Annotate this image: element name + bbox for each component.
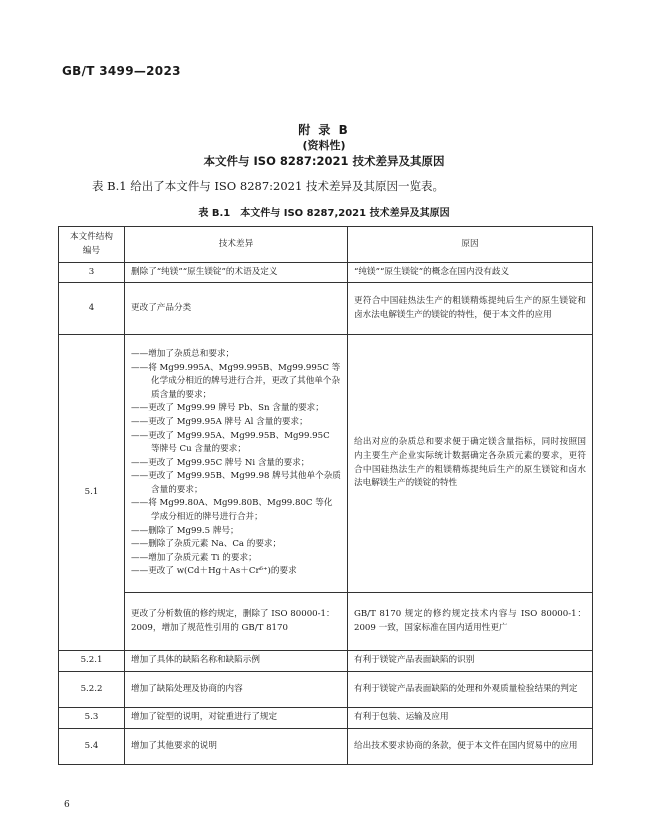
list-item: ——更改了 Mg99.95B、Mg99.98 牌号其他单个杂质含量的要求； (131, 471, 341, 495)
standard-code: GB/T 3499—2023 (62, 64, 181, 78)
difference-list (131, 348, 341, 579)
difference-cell: 更改了产品分类 (125, 283, 348, 335)
reason-cell: “纯镁”“原生镁锭”的概念在国内没有歧义 (348, 263, 593, 283)
reason-cell: 有利于包装、运输及应用 (348, 708, 593, 729)
list-item: ——更改了 w(Cd＋Hg＋As＋Cr⁶⁺)的要求 (131, 566, 297, 577)
table-header-row (59, 227, 593, 263)
table-row (59, 593, 593, 651)
table-row (59, 651, 593, 672)
intro-paragraph: 表 B.1 给出了本文件与 ISO 8287:2021 技术差异及其原因一览表。 (92, 179, 444, 193)
difference-cell: 更改了分析数值的修约规定，删除了 ISO 80000-1：2009，增加了规范性引用的 GB/T 8170 (125, 593, 348, 651)
table-row (59, 708, 593, 729)
clause-cell: 4 (59, 283, 125, 335)
reason-cell: GB/T 8170 规定的修约规定技术内容与 ISO 80000-1：2009 一致，国家标准在国内适用性更广 (348, 593, 593, 651)
clause-cell: 5.2.2 (59, 672, 125, 708)
annex-type: (资料性) (302, 139, 346, 152)
differences-table (58, 226, 593, 765)
page-number: 6 (64, 800, 70, 810)
difference-cell (125, 335, 348, 593)
reason-cell: 更符合中国硅热法生产的粗镁精炼提纯后生产的原生镁锭和卤水法电解镁生产的镁锭的特性，便于本文件的应用 (348, 283, 593, 335)
list-item: ——更改了 Mg99.95A、Mg99.95B、Mg99.95C 等牌号 Cu 含量的要求； (131, 430, 330, 455)
list-item: ——更改了 Mg99.99 牌号 Pb、Sn 含量的要求； (131, 403, 324, 414)
clause-cell: 5.3 (59, 708, 125, 729)
table-row (59, 263, 593, 283)
difference-cell: 增加了具体的缺陷名称和缺陷示例 (125, 651, 348, 672)
list-item: ——更改了 Mg99.95C 牌号 Ni 含量的要求； (131, 457, 310, 468)
difference-cell: 删除了“纯镁”“原生镁锭”的术语及定义 (125, 263, 348, 283)
table-row (59, 729, 593, 765)
table-title: 表 B.1 本文件与 ISO 8287,2021 技术差异及其原因 (198, 208, 450, 219)
clause-cell: 5.2.1 (59, 651, 125, 672)
list-item: ——增加了杂质元素 Ti 的要求； (131, 552, 257, 563)
header-difference: 技术差异 (125, 227, 348, 263)
list-item: ——增加了杂质总和要求； (131, 348, 235, 359)
difference-cell: 增加了锭型的说明，对锭重进行了规定 (125, 708, 348, 729)
table-row (59, 672, 593, 708)
table-row (59, 335, 593, 593)
clause-cell: 3 (59, 263, 125, 283)
reason-cell: 给出技术要求协商的条款，便于本文件在国内贸易中的应用 (348, 729, 593, 765)
list-item: ——更改了 Mg99.95A 牌号 Al 含量的要求； (131, 416, 308, 427)
reason-cell: 有利于镁锭产品表面缺陷的识别 (348, 651, 593, 672)
annex-title: 附 录 B (298, 123, 350, 137)
reason-cell: 有利于镁锭产品表面缺陷的处理和外观质量检验结果的判定 (348, 672, 593, 708)
annex-heading: 本文件与 ISO 8287:2021 技术差异及其原因 (203, 154, 445, 168)
list-item: ——删除了杂质元素 Na、Ca 的要求； (131, 539, 282, 550)
reason-cell: 给出对应的杂质总和要求便于确定镁含量指标，同时按照国内主要生产企业实际统计数据确定各杂质元素的要求，更符合中国硅热法生产的粗镁精炼提纯后生产的原生镁锭和卤水法电解镁生产的镁锭的特性 (348, 335, 593, 593)
header-reason: 原因 (348, 227, 593, 263)
table-row (59, 283, 593, 335)
difference-cell: 增加了缺陷处理及协商的内容 (125, 672, 348, 708)
difference-cell: 增加了其他要求的说明 (125, 729, 348, 765)
list-item: ——将 Mg99.995A、Mg99.995B、Mg99.995C 等化学成分相近的牌号进行合并，更改了其他单个杂质含量的要求； (131, 362, 341, 400)
list-item: ——删除了 Mg99.5 牌号； (131, 525, 239, 536)
clause-cell: 5.4 (59, 729, 125, 765)
list-item: ——将 Mg99.80A、Mg99.80B、Mg99.80C 等化学成分相近的牌号进行合并； (131, 498, 333, 523)
clause-cell: 5.1 (59, 335, 125, 651)
header-clause: 本文件结构 编号 (59, 227, 125, 263)
